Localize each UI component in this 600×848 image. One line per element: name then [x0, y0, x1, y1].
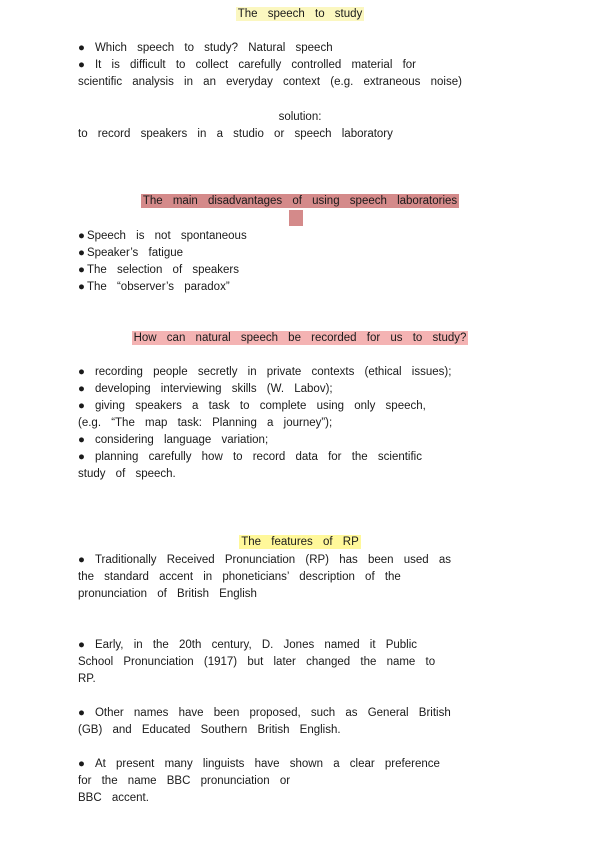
paragraph-line [78, 74, 462, 91]
text: Traditionally Received Pronunciation (RP) has been used as [94, 554, 451, 566]
text: developing interviewing skills (W. Labov); [94, 383, 333, 395]
text: The “observer’s paradox” [86, 281, 230, 293]
bullet-icon: ● [78, 707, 85, 719]
text: planning carefully how to record data for the scientific [94, 451, 422, 463]
text: considering language variation; [94, 434, 269, 446]
text: Speech is not spontaneous [86, 230, 247, 242]
list-item [78, 245, 183, 262]
bullet-icon: ● [78, 554, 85, 566]
list-item-cont: study of speech. [78, 468, 176, 480]
list-item [78, 262, 239, 279]
text: The selection of speakers [86, 264, 239, 276]
solution-label: solution: [278, 111, 322, 123]
paragraph-line: (GB) and Educated Southern British English. [78, 724, 341, 736]
text: scientific analysis in an everyday context (e.g. extraneous noise) [78, 76, 462, 88]
heading-labs-text: The main disadvantages of using speech laboratories [142, 195, 458, 207]
heading-natural [0, 330, 600, 347]
paragraph-line [78, 705, 451, 722]
bullet-icon: ● [78, 281, 85, 293]
text: It is difficult to collect carefully controlled material for [94, 59, 416, 71]
text: Other names have been proposed, such as General British [94, 707, 451, 719]
list-item [78, 279, 230, 296]
list-item [78, 432, 268, 449]
bullet-icon: ● [78, 59, 85, 71]
text: recording people secretly in private contexts (ethical issues); [94, 366, 452, 378]
bullet-icon: ● [78, 451, 85, 463]
paragraph-line [78, 637, 417, 654]
text: Speaker’s fatigue [86, 247, 184, 259]
bullet-icon: ● [78, 366, 85, 378]
bullet-icon: ● [78, 434, 85, 446]
list-item [78, 228, 247, 245]
text: Early, in the 20th century, D. Jones named it Public [94, 639, 418, 651]
bullet-icon: ● [78, 230, 85, 242]
heading-natural-text: How can natural speech be recorded for us to study? [133, 332, 467, 344]
text: At present many linguists have shown a clear preference [94, 758, 440, 770]
text: Which speech to study? Natural speech [94, 42, 333, 54]
paragraph-line: School Pronunciation (1917) but later changed the name to [78, 656, 436, 668]
paragraph-line: RP. [78, 673, 96, 685]
heading-speech-text: The speech to study [237, 8, 363, 20]
heading-rp [0, 534, 600, 551]
bullet-icon: ● [78, 758, 85, 770]
paragraph-line [78, 552, 451, 569]
list-item [78, 449, 422, 466]
heading-speech [0, 6, 600, 23]
bullet-icon: ● [78, 247, 85, 259]
paragraph-line: the standard accent in phoneticians’ description of the [78, 571, 401, 583]
bullet-icon: ● [78, 400, 85, 412]
bullet-icon: ● [78, 42, 85, 54]
list-item [78, 381, 333, 398]
solution-text: to record speakers in a studio or speech laboratory [78, 128, 393, 140]
paragraph-line: for the name BBC pronunciation or [78, 775, 291, 787]
list-item [78, 398, 426, 415]
paragraph-line: pronunciation of British English [78, 588, 257, 600]
paragraph-line: BBC accent. [78, 792, 149, 804]
list-item-cont: (e.g. “The map task: Planning a journey”); [78, 417, 333, 429]
list-item [78, 364, 451, 381]
highlight-tab [289, 210, 303, 226]
paragraph-line [78, 57, 416, 74]
heading-labs [0, 193, 600, 210]
text: giving speakers a task to complete using only speech, [94, 400, 426, 412]
paragraph-line [78, 40, 333, 57]
bullet-icon: ● [78, 639, 85, 651]
heading-rp-text: The features of RP [241, 536, 359, 548]
paragraph-line [78, 756, 440, 773]
bullet-icon: ● [78, 383, 85, 395]
bullet-icon: ● [78, 264, 85, 276]
